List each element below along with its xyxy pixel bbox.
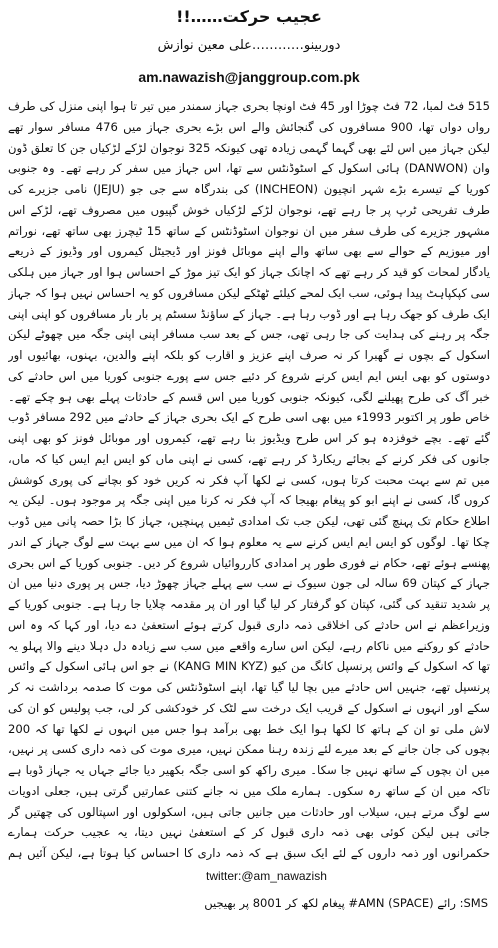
twitter-handle: twitter:@am_nawazish (206, 869, 327, 883)
article-body: 515 فٹ لمبا، 72 فٹ چوڑا اور 45 فٹ اونچا بحری جہاز سمندر میں تیر تا ہوا اپنی منزل کی طرف رواں دواں تھا، 900 مسافروں کی گنجائش والے اس بڑے بحری جہاز میں 476 مسافر سوار تھے لیکن جہاز میں اس لئے بھی گہما گہمی زیادہ تھی کیونکہ 325 نوجوان لڑکے لڑکیاں جن کا تعلق ڈون وان (DANWON) ہائی اسکول کے اسٹوڈنٹس سے تھا، اس جہاز میں سفر کر رہے تھے۔ وہ جنوبی کوریا کے تیسرے بڑے شہر انچیون (INCHEON) کی بندرگاہ سے جی جو (JEJU) نامی جزیرے کی طرف تفریحی ٹرپ پر جا رہے تھے، نوجوان لڑکے لڑکیاں خوش گپیوں میں مصروف تھے، لڑکے اس مشہور جزیرے کی طرف سفر میں ان نوجوان اسٹوڈنٹس کے ساتھ 15 ٹیچرز بھی ساتھ تھے، نوراتم اور میوزیم کے حوالے سے بھی ساتھ والے اپنے موبائل فونز اور ڈیجیٹل کیمروں اور وڈیوز کے ذریعے یادگار لمحات کو قید کر رہے تھے کہ اچانک جہاز کو ایک تیز موڑ کے احساس ہوا اور جہاز میں ہلکی سی کپکپاہٹ پیدا ہوئی، سب ایک لمحے کیلئے ٹھٹکے لیکن مسافروں کو یہ احساس نہیں ہوا کہ جہاز ایک طرف کو جھک رہا ہے اور ڈوب رہا ہے۔ جہاز کے ساؤنڈ سسٹم پر بار بار مسافروں کو اپنی اپنی جگہ پر رہنے کی ہدایت کی جا رہی تھی، جس کے بعد سب مسافر اپنی اپنی جگہ میں چھوٹے لیکن اسکول کے بچوں نے گھبرا کر نہ صرف اپنے عزیز و اقارب کو بلکہ اپنے والدین، بہنوں، بھائیوں اور دوستوں کو بھی ایس ایم ایس کرنے شروع کر دئیے جس سے پورے جنوبی کوریا میں اس حادثے کی خبر آگ کی طرح پھیلنے لگی، کیونکہ جنوبی کوریا میں اس قسم کے حادثات پہلے بھی ہو چکے تھے۔ خاص طور پر اکتوبر 1993ء میں بھی اسی طرح کے ایک بحری جہاز کے حادثے میں 292 مسافر ڈوب گئے تھے۔ بچے خوفزدہ ہو کر اس طرح ویڈیوز بنا رہے تھے، کیمروں اور موبائل فونز کو بھی اپنی جانوں کی فکر کرنے کے بجائے ریکارڈ کر رہے تھے، کسی نے اپنی ماں کو ایس ایم ایس کیا کہ ماں، میں تم سے بہت محبت کرتا ہوں، کسی نے لکھا آپ فکر نہ کریں خود کو بچانے کی پوری کوشش کروں گا، کسی نے اپنے ابو کو پیغام بھیجا کہ آپ فکر نہ کرنا میں اپنی جگہ پر موجود ہوں۔ لیکن یہ اطلاع حکام تک پہنچ گئی تھی، لیکن جب تک امدادی ٹیمیں پہنچیں، جہاز کا بڑا حصہ پانی میں ڈوب چکا تھا۔ لوگوں کو ایس ایم ایس کرنے سے یہ معلوم ہوا کہ ان میں سے بہت سے لوگ جہاز کے اندر پھنسے ہوئے تھے، حکام نے فوری طور پر امدادی کارروائیاں شروع کر دیں۔ جنوبی کوریا کے اس بحری جہاز کے کپتان 69 سالہ لی جون سیوک نے سب سے پہلے جہاز چھوڑ دیا، جس پر پوری دنیا میں ان پر شدید تنقید کی گئی، کپتان کو گرفتار کر لیا گیا اور ان پر مقدمہ چلایا جا رہا ہے۔ جنوبی کوریا کے وزیراعظم نے اس حادثے کی اخلاقی ذمہ داری قبول کرتے ہوئے استعفیٰ دے دیا، اور کہا کہ وہ اس حادثے کو روکنے میں ناکام رہے، لیکن اس سارے واقعے میں سب سے زیادہ دل دہلا دینے والا پہلو یہ تھا کہ اسکول کے وائس پرنسپل کانگ من کیو (KANG MIN KYZ) نے جو اس ہائی اسکول کے وائس پرنسپل تھے، جنہیں اس حادثے میں بچا لیا گیا تھا، اپنے اسٹوڈنٹس کی موت کا صدمہ برداشت نہ کر سکے اور انہوں نے اسکول کے قریب ایک درخت سے لٹک کر خودکشی کر لی، جب پولیس کو ان کی لاش ملی تو ان کے ہاتھ کا لکھا ہوا ایک خط بھی برآمد ہوا جس میں انہوں نے لکھا تھا کہ 200 بچوں کی جان جانے کے بعد میرے لئے زندہ رہنا ممکن نہیں، میری موت کی ذمہ داری کسی پر نہیں، میں ان بچوں کے ساتھ نہیں جا سکا۔ میری راکھ کو اسی جگہ بکھیر دیا جائے جہاں یہ جہاز ڈوبا ہے تاکہ میں ان کے ساتھ رہ سکوں۔ ہمارے ملک میں نہ جانے کتنی عمارتیں گرتی ہیں، جعلی ادویات سے لوگ مرتے ہیں، سیلاب اور حادثات میں جانیں جاتی ہیں، اسکولوں اور اسپتالوں کی چھتیں گر جاتی ہیں لیکن کوئی بھی ذمہ داری قبول کر کے استعفیٰ نہیں دیتا، یہ عجیب حرکت ہمارے حکمرانوں اور ذمہ داروں کے لئے ایک سبق ہے کہ ذمہ داری کا احساس کیا ہوتا ہے، لیکن آئیں ہم (8, 99, 490, 860)
author-email: am.nawazish@janggroup.com.pk (138, 69, 360, 85)
author-byline: دوربینو…………علی معین نوازش (157, 38, 341, 53)
sms-feedback-line: SMS: رائے (SPACE) AMN# پیغام لکھ کر 8001 پر بھیجیں (204, 896, 488, 910)
article-headline: عجیب حرکت……!! (176, 7, 322, 26)
